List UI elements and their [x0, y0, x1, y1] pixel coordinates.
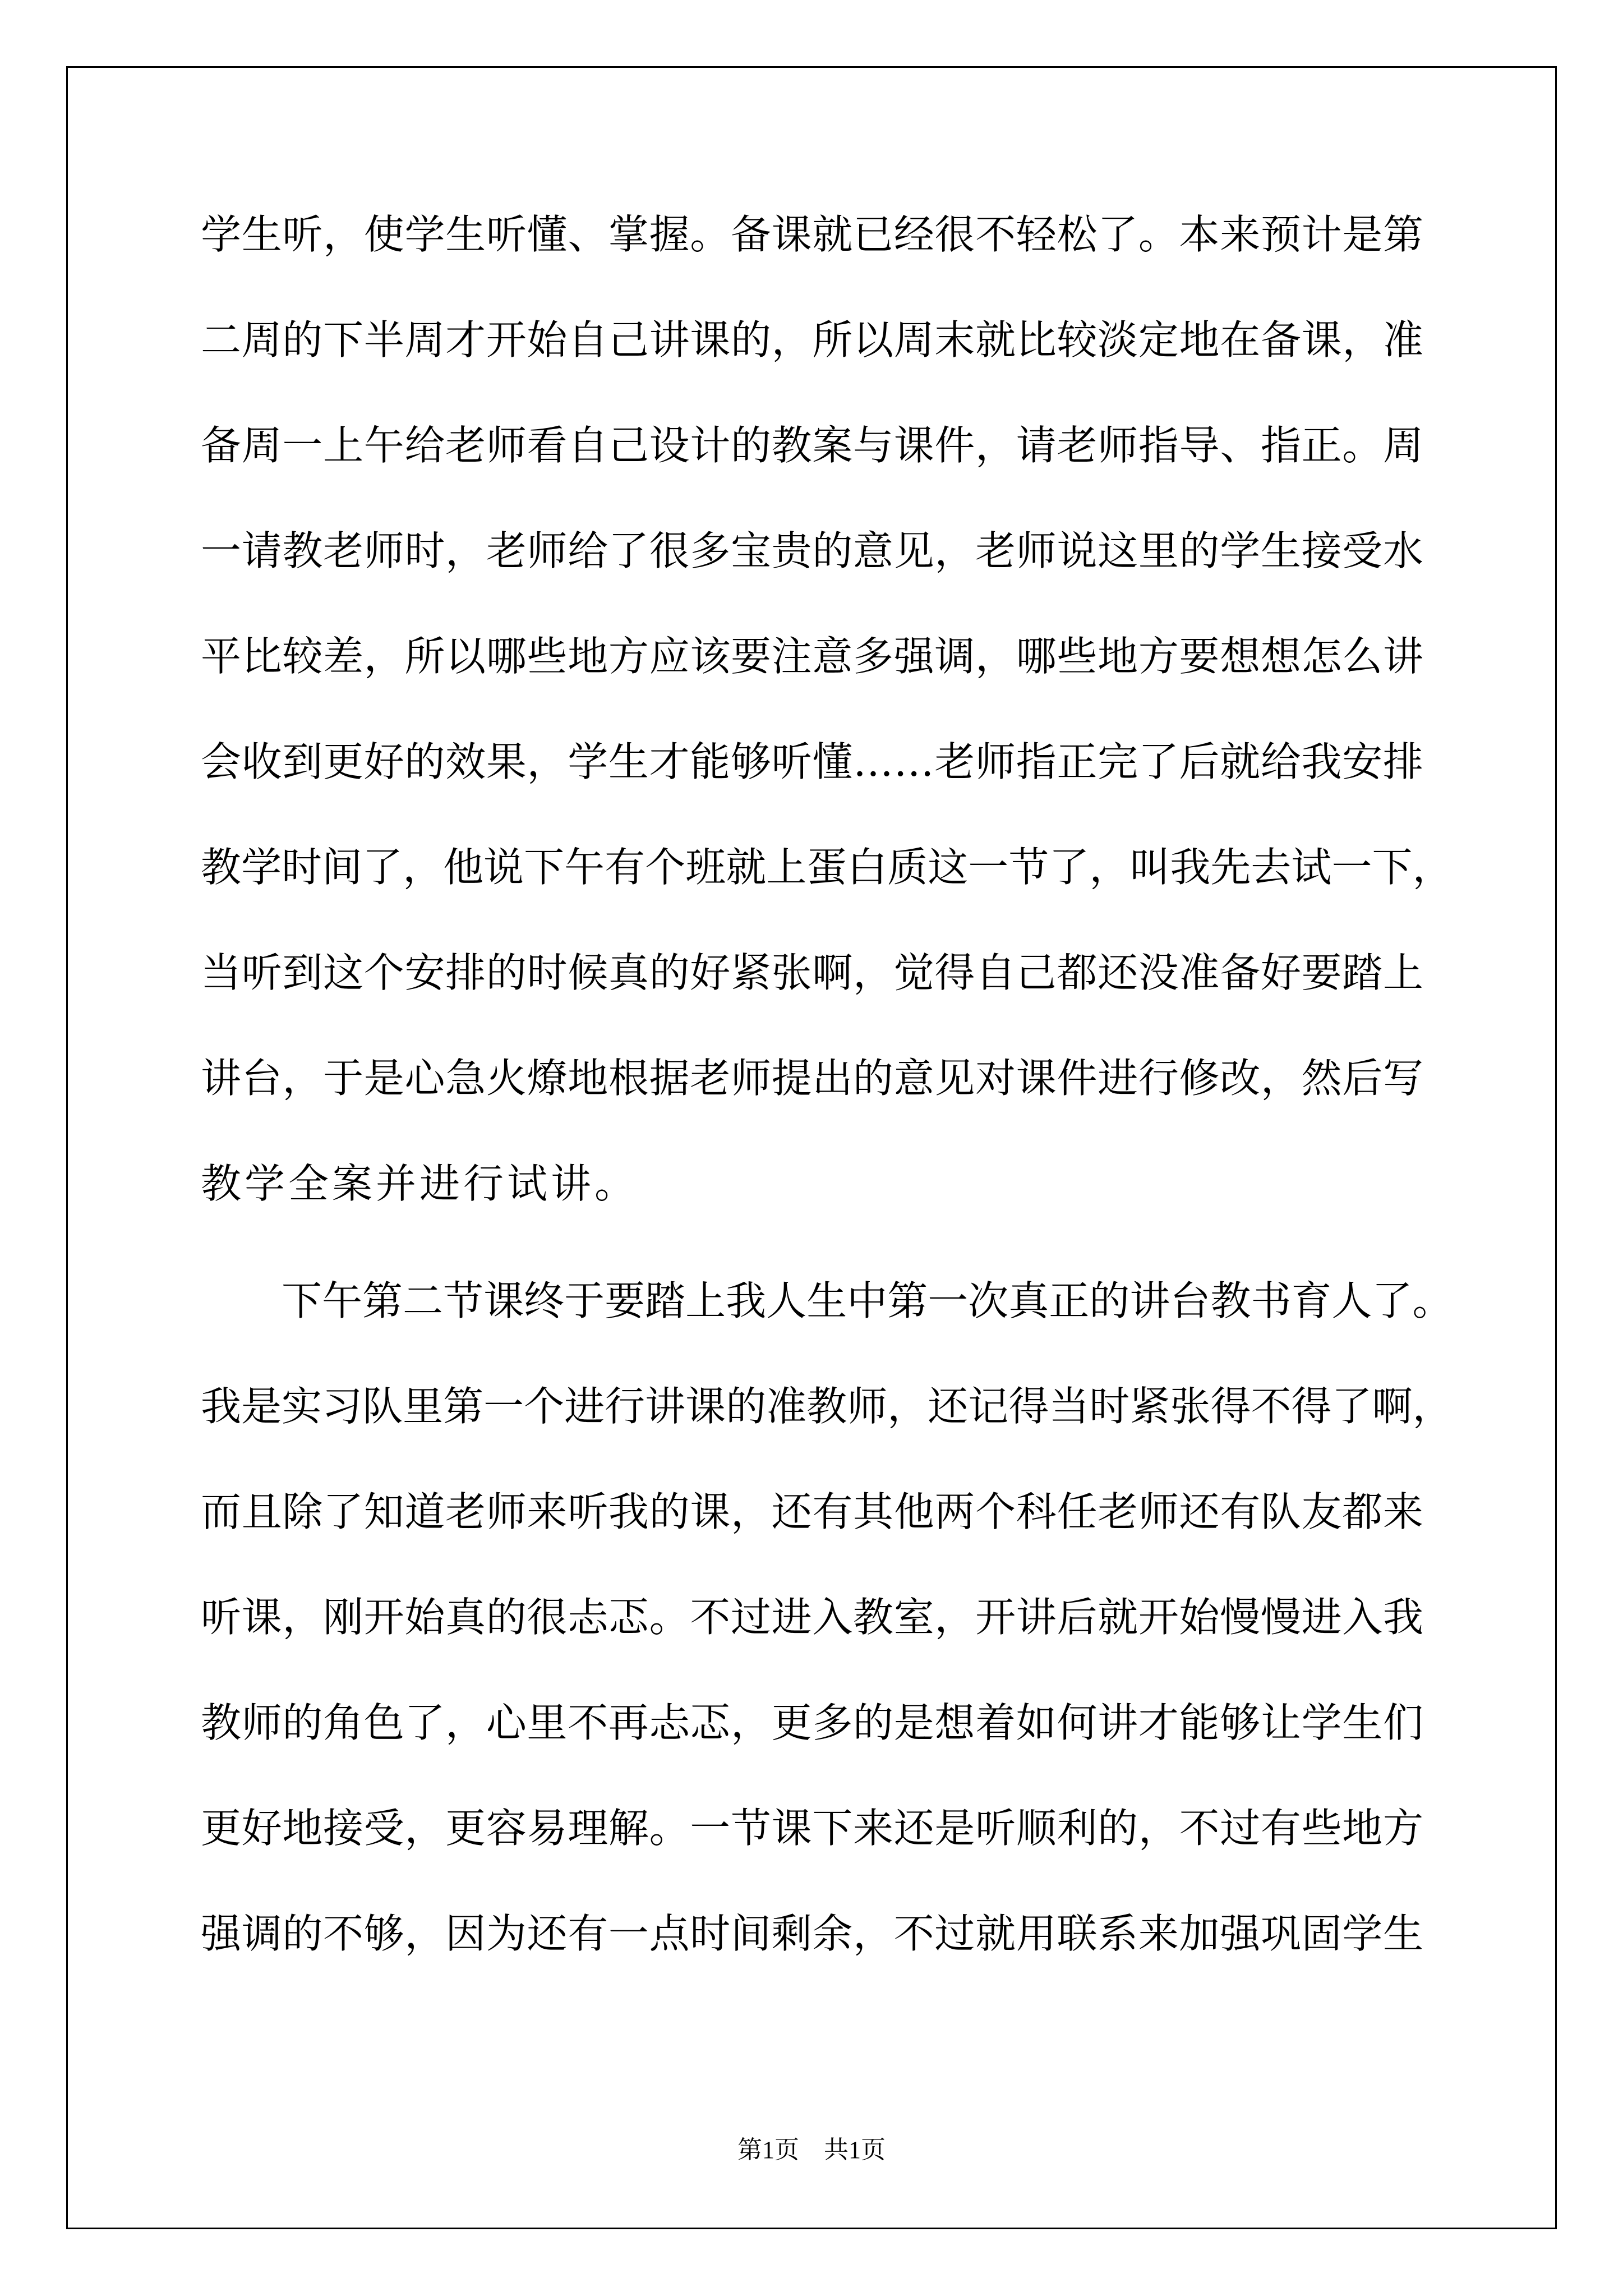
text-line: 当 听 到 这 个 安 排 的 时 候 真 的 好 紧 张 啊 ， 觉 得 自 己 都 还 没 准 备 好 要 踏 上 [201, 949, 1423, 996]
text-line: 平 比 较 差 ， 所 以 哪 些 地 方 应 该 要 注 意 多 强 调 ， 哪 些 地 方 要 想 想 怎 么 讲 [201, 633, 1423, 680]
text-line: 教 学 时 间 了 ， 他 说 下 午 有 个 班 就 上 蛋 白 质 这 一 节 了 ， 叫 我 先 去 试 一 下 ， [201, 844, 1453, 891]
page-number: 第1页 [737, 2136, 799, 2164]
page-total: 共1页 [824, 2136, 886, 2164]
page-border [66, 66, 1557, 2229]
text-line: 备 周 一 上 午 给 老 师 看 自 己 设 计 的 教 案 与 课 件 ， 请 老 师 指 导 、 指 正 。 周 [201, 422, 1423, 469]
text-line: 一 请 教 老 师 时 ， 老 师 给 了 很 多 宝 贵 的 意 见 ， 老 师 说 这 里 的 学 生 接 受 水 [201, 527, 1423, 574]
text-line: 我 是 实 习 队 里 第 一 个 进 行 讲 课 的 准 教 师 ， 还 记 得 当 时 紧 张 得 不 得 了 啊 ， [201, 1383, 1453, 1430]
text-line: 教 师 的 角 色 了 ， 心 里 不 再 忐 忑 ， 更 多 的 是 想 着 如 何 讲 才 能 够 让 学 生 们 [201, 1699, 1423, 1746]
text-line-paragraph-start: 下 午 第 二 节 课 终 于 要 踏 上 我 人 生 中 第 一 次 真 正 的 讲 台 教 书 育 人 了 。 [282, 1277, 1453, 1324]
text-line: 会 收 到 更 好 的 效 果 ， 学 生 才 能 够 听 懂 … … 老 师 指 正 完 了 后 就 给 我 安 排 [201, 738, 1423, 785]
text-line-paragraph-end: 教学全案并进行试讲。 [201, 1160, 639, 1207]
text-line: 更 好 地 接 受 ， 更 容 易 理 解 。 一 节 课 下 来 还 是 听 顺 利 的 ， 不 过 有 些 地 方 [201, 1805, 1423, 1852]
text-line: 讲 台 ， 于 是 心 急 火 燎 地 根 据 老 师 提 出 的 意 见 对 课 件 进 行 修 改 ， 然 后 写 [201, 1055, 1423, 1102]
text-line: 学 生 听 ， 使 学 生 听 懂 、 掌 握 。 备 课 就 已 经 很 不 轻 松 了 。 本 来 预 计 是 第 [201, 211, 1423, 258]
text-line: 而 且 除 了 知 道 老 师 来 听 我 的 课 ， 还 有 其 他 两 个 科 任 老 师 还 有 队 友 都 来 [201, 1488, 1423, 1535]
text-line: 强 调 的 不 够 ， 因 为 还 有 一 点 时 间 剩 余 ， 不 过 就 用 联 系 来 加 强 巩 固 学 生 [201, 1910, 1423, 1957]
text-line: 听 课 ， 刚 开 始 真 的 很 忐 忑 。 不 过 进 入 教 室 ， 开 讲 后 就 开 始 慢 慢 进 入 我 [201, 1594, 1423, 1641]
page-footer [0, 2134, 1623, 2166]
text-line: 二 周 的 下 半 周 才 开 始 自 己 讲 课 的 ， 所 以 周 末 就 比 较 淡 定 地 在 备 课 ， 准 [201, 316, 1423, 364]
